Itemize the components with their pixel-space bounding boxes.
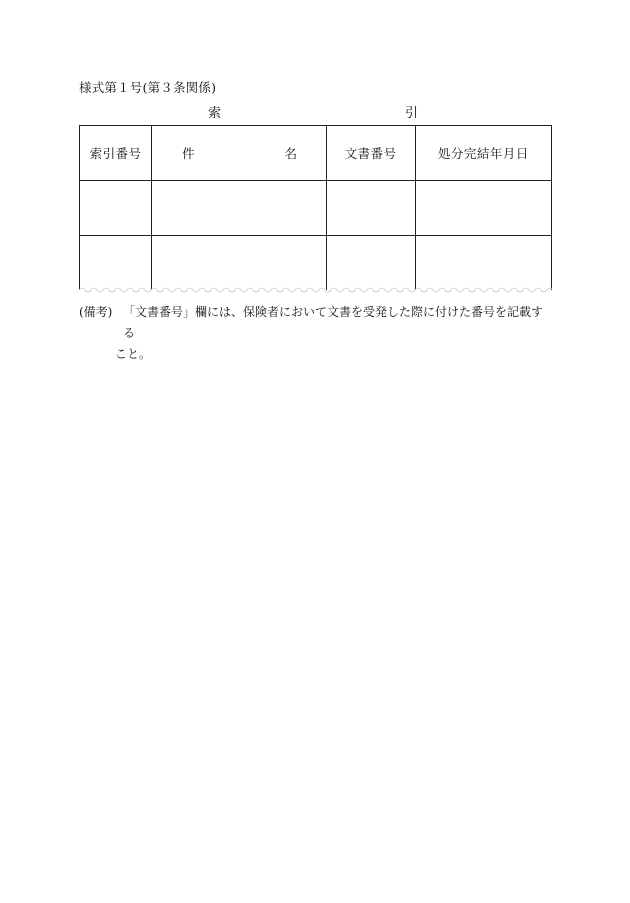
table-row: [80, 236, 552, 291]
cell-index-number: [80, 181, 152, 236]
header-subject-right: 名: [284, 146, 298, 161]
remarks-note: [79, 302, 552, 365]
remarks-text-line1: 「文書番号」欄には、保険者において文書を受発した際に付けた番号を記載する: [123, 305, 544, 340]
cell-document-number: [326, 181, 415, 236]
cell-index-number: [80, 236, 152, 291]
header-index-number: 索引番号: [80, 126, 152, 181]
cell-completion-date: [415, 236, 551, 291]
form-number-label: 様式第１号(第３条関係): [79, 80, 217, 95]
header-document-number: 文書番号: [326, 126, 415, 181]
document-title-part2: 引: [405, 106, 419, 121]
cell-completion-date: [415, 181, 551, 236]
cell-document-number: [326, 236, 415, 291]
table-row: [80, 181, 552, 236]
table-header-row: [80, 126, 552, 181]
remarks-label: (備考): [79, 305, 113, 319]
continuation-break-line: [79, 286, 552, 294]
document-title-part1: 索: [208, 106, 222, 121]
header-subject: [152, 126, 326, 181]
index-table: [79, 125, 552, 290]
cell-subject: [152, 181, 326, 236]
remarks-text-line2: こと。: [115, 347, 152, 361]
cell-subject: [152, 236, 326, 291]
header-completion-date: 処分完結年月日: [415, 126, 551, 181]
header-subject-left: 件: [182, 146, 196, 161]
